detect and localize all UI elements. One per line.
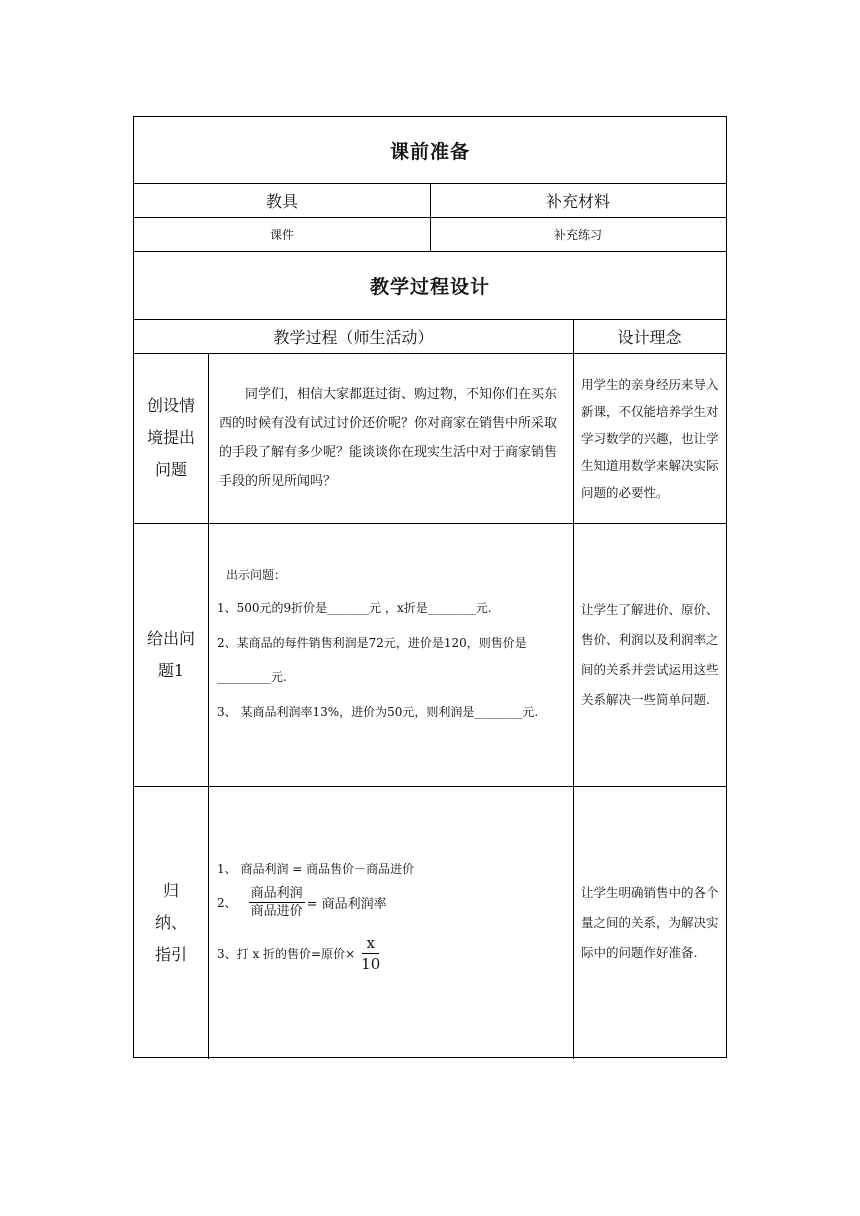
concept-note: 用学生的亲身经历来导入新课，不仅能培养学生对学习数学的兴趣，也让学生知道用数学来解决实际问题的必要性。 (581, 376, 719, 500)
formula-suffix: = 商品利润率 (306, 897, 387, 912)
concept-cell (573, 786, 726, 1059)
fraction-numerator: x (362, 933, 378, 954)
fraction-denominator: 商品进价 (250, 904, 303, 919)
problem-intro: 出示问题： (226, 568, 287, 582)
process-header: 教学过程（师生活动） (273, 327, 434, 347)
supplementary-header: 补充材料 (545, 191, 610, 211)
row-label: 给出问题1 (146, 628, 195, 680)
fraction-numerator: 商品利润 (250, 886, 303, 901)
concept-header: 设计理念 (617, 327, 682, 347)
problem-item: 2、某商品的每件销售利润是72元，进价是120，则售价是 (217, 636, 527, 650)
row-label-cell (134, 353, 208, 523)
lesson-plan-table (133, 116, 727, 1058)
fraction (357, 933, 384, 974)
fraction (249, 885, 305, 920)
formula-item (217, 933, 384, 974)
prep-title: 课前准备 (389, 140, 470, 163)
problem-item: _________元. (217, 670, 287, 684)
concept-note: 让学生了解进价、原价、售价、利润以及利润率之间的关系并尝试运用这些关系解决一些简单问题. (581, 601, 719, 707)
formula-prefix: 3、打 x 折的售价=原价× (217, 947, 356, 961)
problem-item: 1、500元的9折价是_______元 ，x折是________元. (217, 601, 492, 615)
design-title: 教学过程设计 (369, 275, 490, 298)
concept-cell (573, 353, 726, 523)
formula-item: 1、 商品利润 = 商品售价－商品进价 (217, 862, 415, 876)
content-cell (208, 353, 573, 523)
fraction-denominator: 10 (361, 955, 381, 973)
row-label-cell (134, 786, 208, 1059)
row-label: 归纳、指引 (154, 880, 187, 964)
concept-note: 让学生明确销售中的各个量之间的关系，为解决实际中的问题作好准备. (581, 884, 719, 960)
row-label: 创设情境提出问题 (146, 396, 195, 479)
supplementary-value: 补充练习 (553, 227, 602, 242)
formula-item (217, 885, 387, 920)
formula-prefix: 2、 (217, 896, 237, 910)
row-label-cell (134, 523, 208, 786)
teaching-aid-header: 教具 (265, 191, 298, 211)
teaching-aid-value: 课件 (269, 227, 294, 242)
intro-paragraph: 同学们，相信大家都逛过街、购过物，不知你们在买东西的时候有没有试过讨价还价呢？你对商家在销售中所采取的手段了解有多少呢？能谈谈你在现实生活中对于商家销售手段的所见所闻吗？ (219, 387, 558, 489)
concept-cell (573, 523, 726, 786)
problem-item: 3、 某商品利润率13%，进价为50元，则利润是________元. (217, 705, 539, 719)
